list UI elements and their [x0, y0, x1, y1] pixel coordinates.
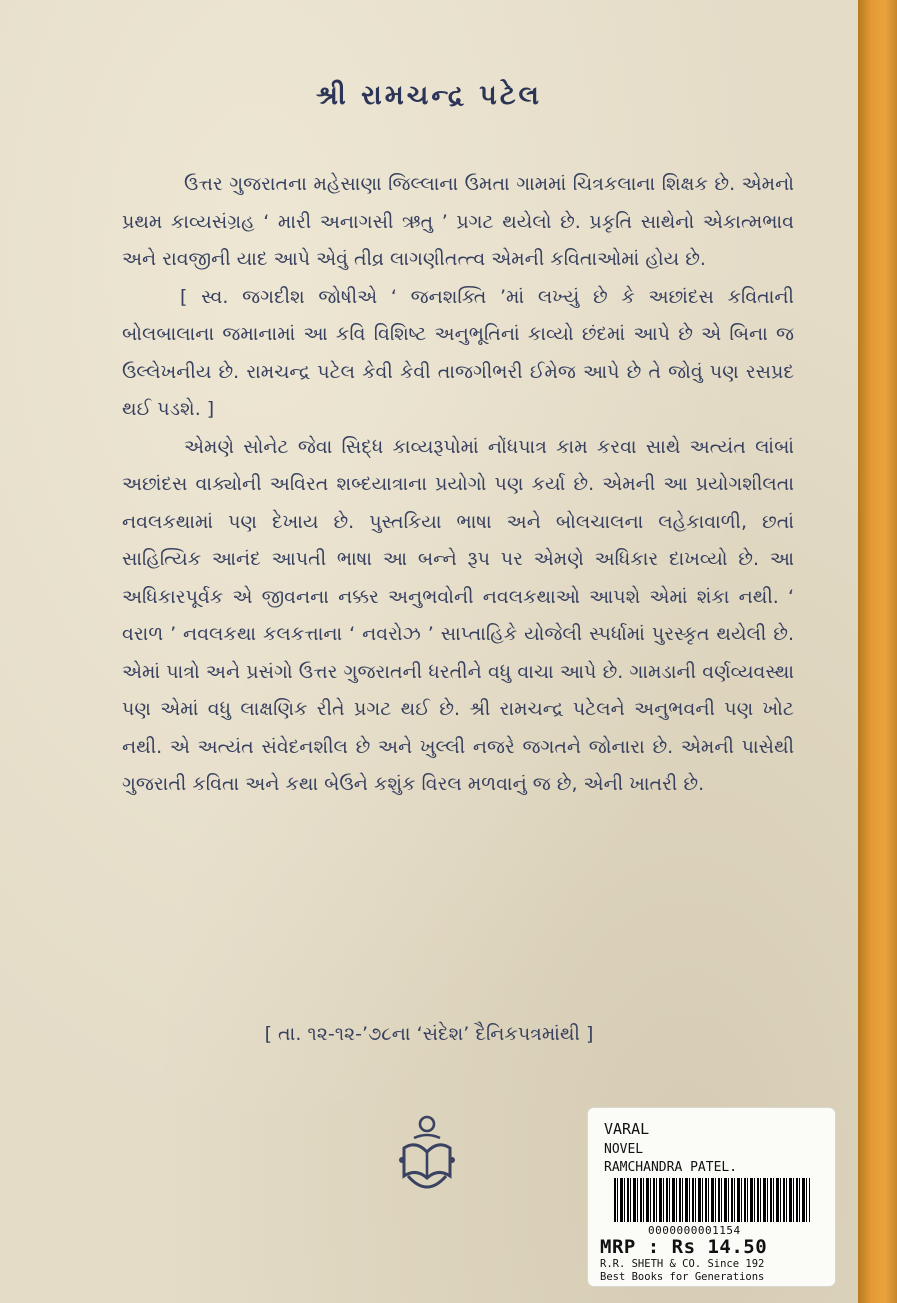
- bio-paragraph-1: ઉત્તર ગુજરાતના મહેસાણા જિલ્લાના ઉમતા ગામમાં ચિત્રકલાના શિક્ષક છે. એમનો પ્રથમ કાવ્યસંગ્રહ ‘ મારી અનાગસી ઋતુ ’ પ્રગટ થયેલો છે. પ્રકૃતિ સાથેનો એકાત્મભાવ અને રાવજીની યાદ આપે એવું તીવ્ર લાગણીતત્ત્વ એમની કવિતાઓમાં હોય છે.: [122, 173, 794, 270]
- publisher-tagline: Best Books for Generations: [600, 1271, 765, 1283]
- barcode: [614, 1178, 810, 1222]
- sticker-category: NOVEL: [604, 1142, 644, 1157]
- mrp-price: MRP : Rs 14.50: [600, 1236, 768, 1258]
- sticker-title: VARAL: [604, 1120, 650, 1138]
- bio-paragraph-3: એમણે સોનેટ જેવા સિદ્ધ કાવ્યરૂપોમાં નોંધપાત્ર કામ કરવા સાથે અત્યંત લાંબાં અછાંદસ વાક્યોની અવિરત શબ્દયાત્રાના પ્રયોગો પણ કર્યા છે. એમની આ પ્રયોગશીલતા નવલકથામાં પણ દેખાય છે. પુસ્તકિયા ભાષા અને બોલચાલના લહેકાવાળી, છતાં સાહિત્યિક આનંદ આપતી ભાષા આ બન્ને રૂપ પર એમણે અધિકાર દાખવ્યો છે. આ અધિકારપૂર્વક એ જીવનના નક્કર અનુભવોની નવલકથાઓ આપશે એમાં શંકા નથી. ‘ વરાળ ’ નવલકથા કલકત્તાના ‘ નવરોઝ ’ સાપ્તાહિકે યોજેલી સ્પર્ધામાં પુરસ્કૃત થયેલી છે. એમાં પાત્રો અને પ્રસંગો ઉત્તર ગુજરાતની ધરતીને વધુ વાચા આપે છે. ગામડાની વર્ણવ્યવસ્થા પણ એમાં વધુ લાક્ષણિક રીતે પ્રગટ થઈ છે. શ્રી રામચન્દ્ર પટેલને અનુભવની પણ ખોટ નથી. એ અત્યંત સંવેદનશીલ છે અને ખુલ્લી નજરે જગતને જોનારા છે. એમની પાસેથી ગુજરાતી કવિતા અને કથા બેઉને કશુંક વિરલ મળવાનું જ છે, એની ખાતરી છે.: [122, 435, 794, 795]
- book-spine-edge: [858, 0, 897, 1303]
- publisher-line: R.R. SHETH & CO. Since 192: [600, 1258, 765, 1270]
- price-sticker: [588, 1108, 835, 1286]
- reader-book-icon: [392, 1112, 462, 1202]
- sticker-author: RAMCHANDRA PATEL.: [604, 1160, 738, 1175]
- author-heading: શ્રી રામચન્દ્ર પટેલ: [316, 80, 542, 111]
- bio-paragraph-2: [ સ્વ. જગદીશ જોષીએ ‘ જનશક્તિ ’માં લખ્યું છે કે અછાંદસ કવિતાની બોલબાલાના જમાનામાં આ કવિ વિશિષ્ટ અનુભૂતિનાં કાવ્યો છંદમાં આપે છે એ બિના જ ઉલ્લેખનીય છે. રામચન્દ્ર પટેલ કેવી કેવી તાજગીભરી ઈમેજ આપે છે તે જોવું પણ રસપ્રદ થઈ પડશે. ]: [122, 285, 794, 420]
- author-bio: [122, 166, 794, 804]
- source-citation: [ તા. ૧૨-૧૨-’૭૮ના ‘સંદેશ’ દૈનિકપત્રમાંથી ]: [264, 1023, 594, 1045]
- barcode-number: 0000000001154: [648, 1224, 741, 1237]
